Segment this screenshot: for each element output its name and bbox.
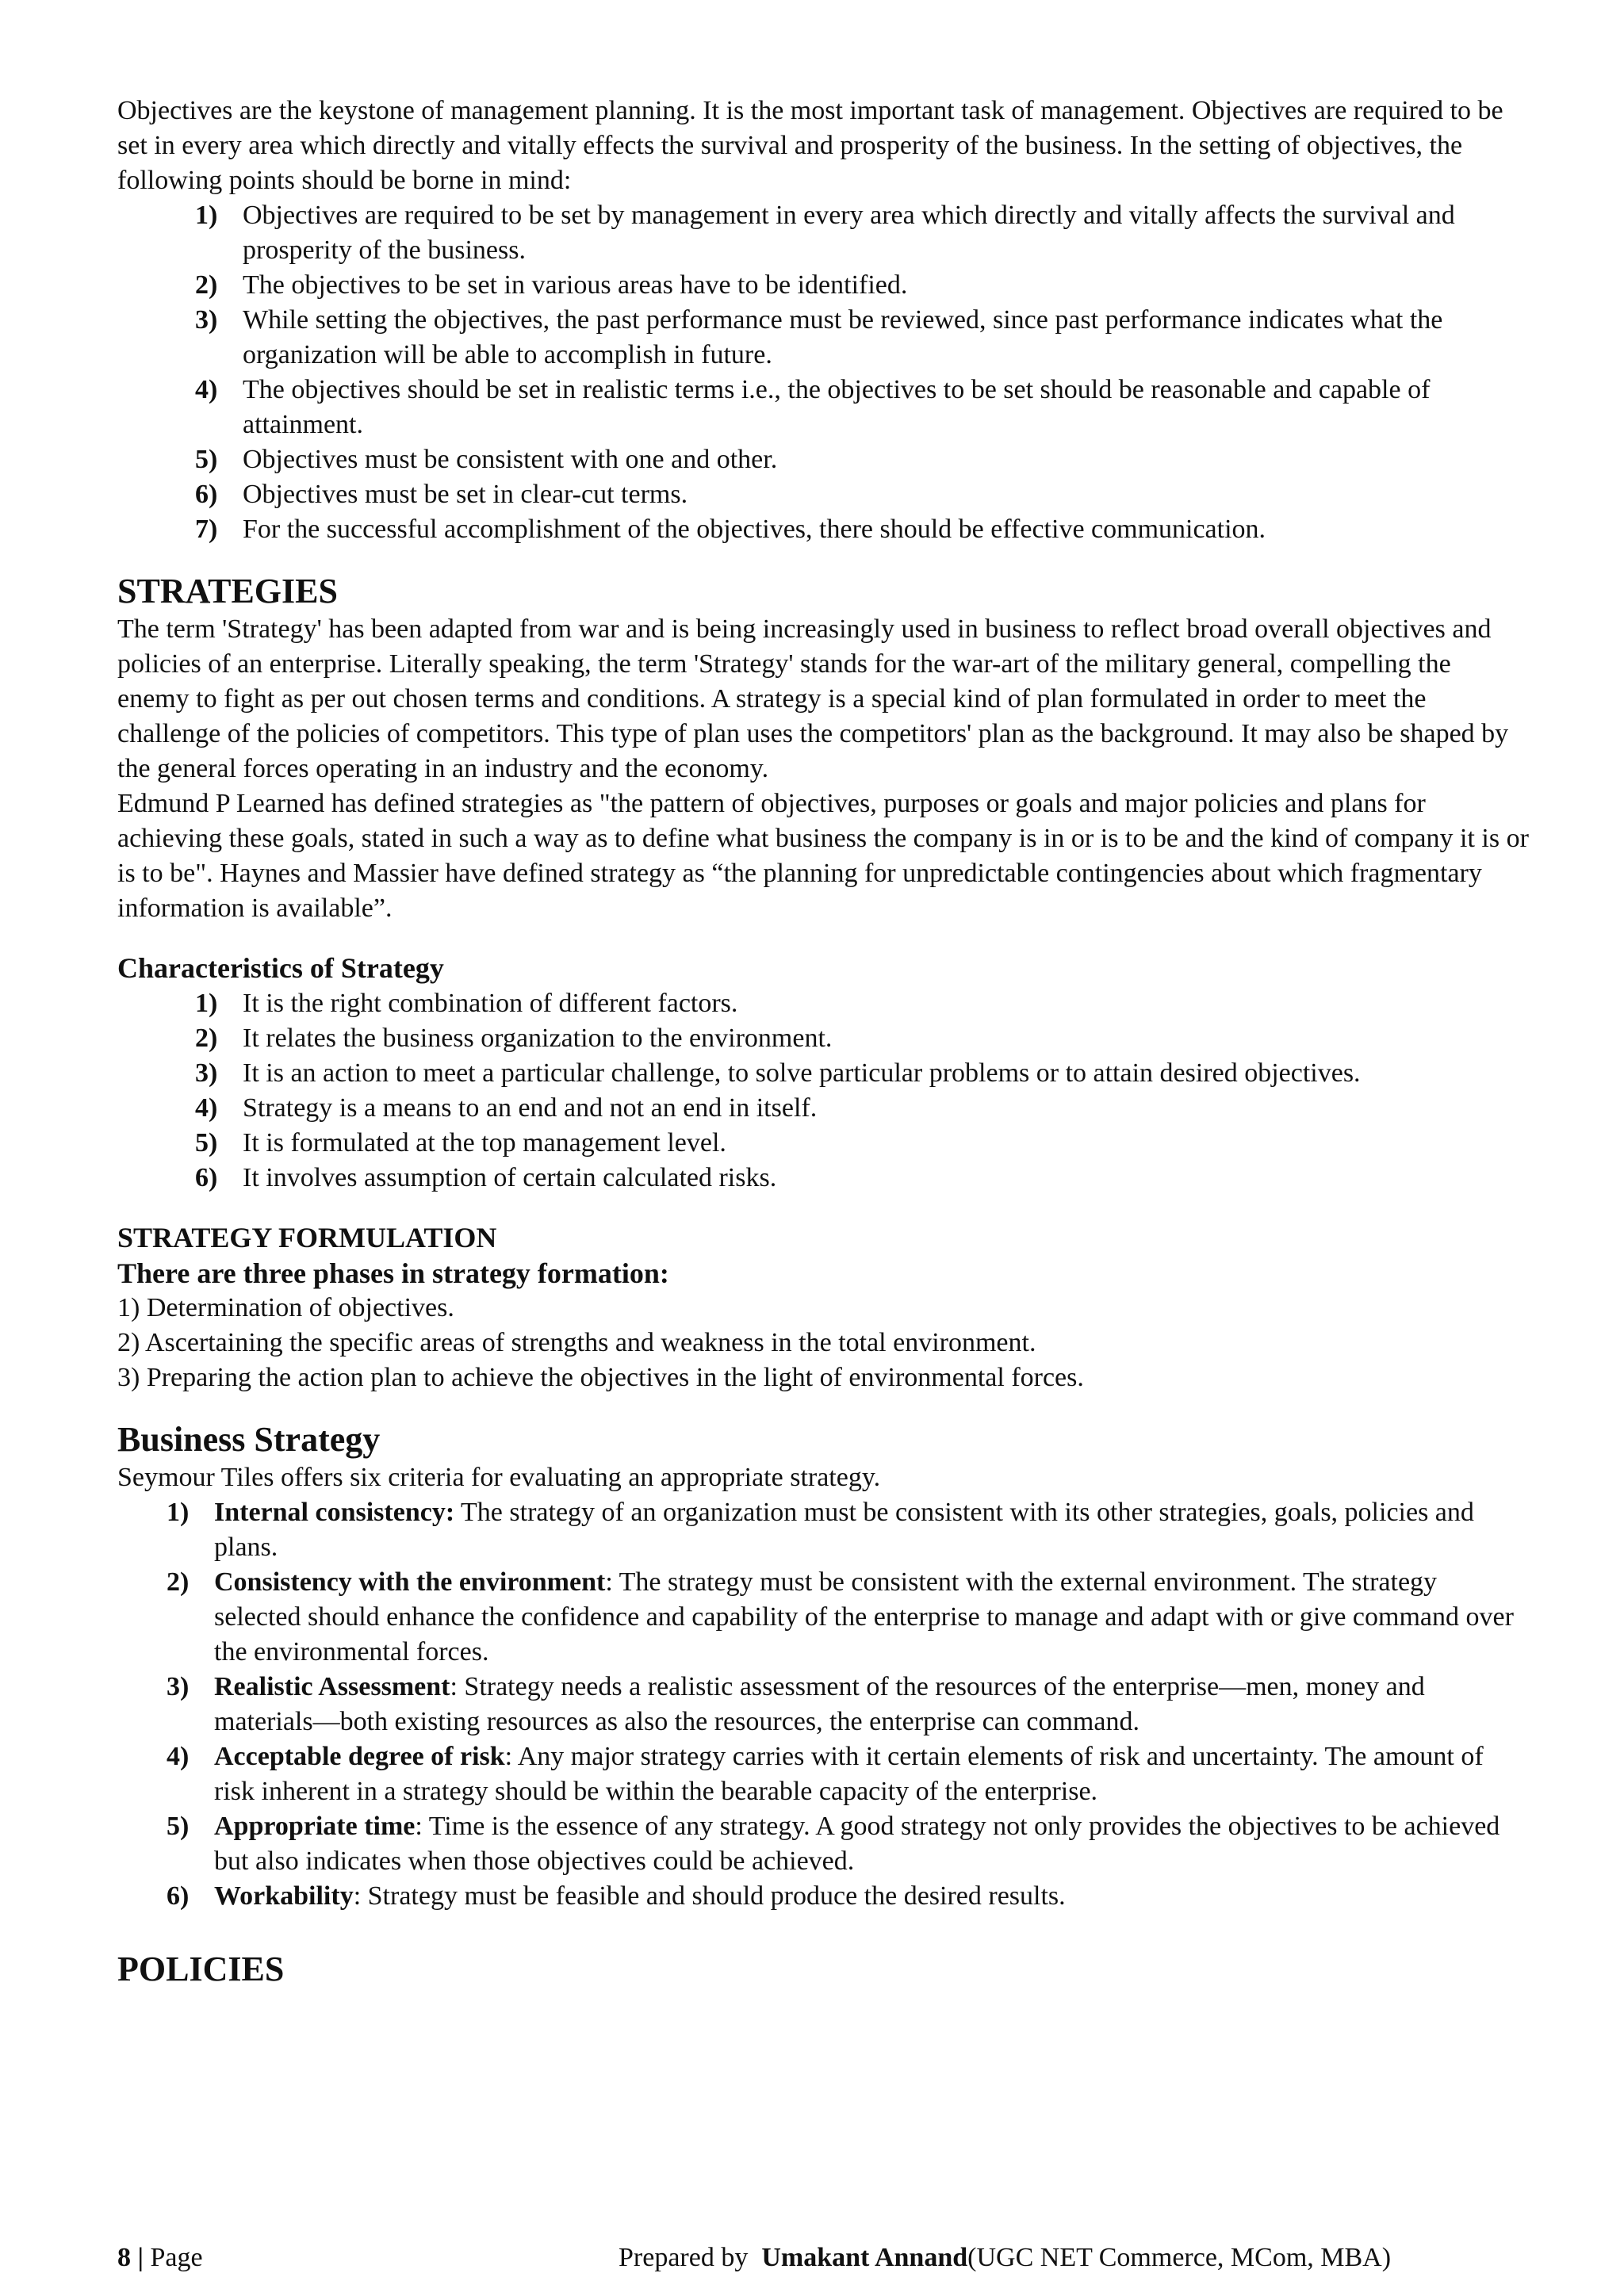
list-item: 2) Ascertaining the specific areas of strengths and weakness in the total environment. — [117, 1328, 1036, 1357]
list-item: 3) While setting the objectives, the past performance must be reviewed, since past performance indicates what the organization will be able to accomplish in future. — [195, 305, 1443, 369]
strategies-paragraph-1: The term 'Strategy' has been adapted from war and is being increasingly used in business to reflect broad overall objectives and policies of an enterprise. Literally speaking, the term 'Strategy' stands for the war-art of the military general, compelling the enemy to fight as per out chosen terms and conditions. A strategy is a special kind of plan formulated in order to meet the challenge of the policies of competitors. This type of plan uses the competitors' plan as the background. It may also be shaped by the general forces operating in an industry and the economy. — [117, 614, 1509, 783]
list-item: 5) It is formulated at the top management level. — [195, 1128, 726, 1158]
list-item: 5) Objectives must be consistent with one and other. — [195, 445, 778, 474]
objective-points-list — [117, 198, 1529, 547]
list-item: 6) Objectives must be set in clear-cut terms. — [195, 480, 688, 509]
list-item: 1) It is the right combination of different factors. — [195, 989, 738, 1018]
criterion-term: Internal consistency: — [214, 1498, 455, 1527]
criterion-term: Workability — [214, 1881, 354, 1911]
strategies-paragraph-2: Edmund P Learned has defined strategies as "the pattern of objectives, purposes or goals and major policies and plans for achieving these goals, stated in such a way as to define what business the company is in or is to be and the kind of company it is or is to be". Haynes and Massier have defined strategy as “the planning for unpredictable contingencies about which fragmentary information is available”. — [117, 789, 1529, 923]
list-item: 1) Objectives are required to be set by management in every area which directly and vitally affects the survival and prosperity of the business. — [195, 201, 1455, 265]
strategy-formulation-subheading: There are three phases in strategy formation: — [117, 1257, 669, 1289]
strategy-formulation-heading: STRATEGY FORMULATION — [117, 1222, 497, 1253]
business-strategy-criteria-list — [117, 1495, 1529, 1914]
list-item: 3) Preparing the action plan to achieve the objectives in the light of environmental forces. — [117, 1363, 1084, 1392]
document-page — [117, 94, 1529, 1990]
list-item: 1) Determination of objectives. — [117, 1293, 454, 1322]
list-item: 4) Acceptable degree of risk: Any major strategy carries with it certain elements of risk and uncertainty. The amount of risk inherent in a strategy should be within the bearable capacity of the enterprise. — [167, 1742, 1484, 1806]
characteristics-list — [117, 986, 1529, 1196]
policies-heading: POLICIES — [117, 1950, 285, 1988]
intro-paragraph: Objectives are the keystone of management planning. It is the most important task of management. Objectives are required to be set in every area which directly and vitally effects the survival and prosperity of the business. In the setting of objectives, the following points should be borne in mind: — [117, 96, 1503, 195]
criterion-term: Realistic Assessment — [214, 1672, 450, 1701]
list-item: 3) It is an action to meet a particular challenge, to solve particular problems or to attain desired objectives. — [195, 1058, 1361, 1088]
list-item: 7) For the successful accomplishment of the objectives, there should be effective communication. — [195, 515, 1266, 544]
list-item: 3) Realistic Assessment: Strategy needs a realistic assessment of the resources of the enterprise—men, money and materials—both existing resources as also the resources, the enterprise can command. — [167, 1672, 1425, 1736]
list-item: 2) It relates the business organization to the environment. — [195, 1024, 833, 1053]
list-item: 4) The objectives should be set in realistic terms i.e., the objectives to be set should be reasonable and capable of attainment. — [195, 375, 1431, 439]
criterion-term: Consistency with the environment — [214, 1567, 606, 1597]
list-item: 4) Strategy is a means to an end and not an end in itself. — [195, 1093, 818, 1123]
author-name: Umakant Annand — [761, 2243, 968, 2272]
prepared-by: Prepared by Umakant Annand(UGC NET Commerce, MCom, MBA) — [619, 2243, 1392, 2272]
list-item: 6) Workability: Strategy must be feasible and should produce the desired results. — [167, 1881, 1066, 1911]
list-item: 6) It involves assumption of certain calculated risks. — [195, 1163, 777, 1192]
business-strategy-intro: Seymour Tiles offers six criteria for evaluating an appropriate strategy. — [117, 1463, 881, 1492]
list-item: 5) Appropriate time: Time is the essence of any strategy. A good strategy not only provides the objectives to be achieved but also indicates when those objectives could be achieved. — [167, 1812, 1500, 1876]
business-strategy-heading: Business Strategy — [117, 1420, 381, 1459]
list-item: 2) The objectives to be set in various areas have to be identified. — [195, 270, 908, 300]
characteristics-heading: Characteristics of Strategy — [117, 952, 444, 984]
page-footer — [117, 2239, 1529, 2277]
list-item: 1) Internal consistency: The strategy of an organization must be consistent with its other strategies, goals, policies and plans. — [167, 1498, 1474, 1562]
page-number: 8 | Page — [117, 2243, 203, 2272]
strategies-heading: STRATEGIES — [117, 572, 338, 610]
criterion-term: Acceptable degree of risk — [214, 1742, 505, 1771]
list-item: 2) Consistency with the environment: The strategy must be consistent with the external environment. The strategy selected should enhance the confidence and capability of the enterprise to manage and adapt with or give command over the environmental forces. — [167, 1567, 1514, 1667]
criterion-term: Appropriate time — [214, 1812, 416, 1841]
